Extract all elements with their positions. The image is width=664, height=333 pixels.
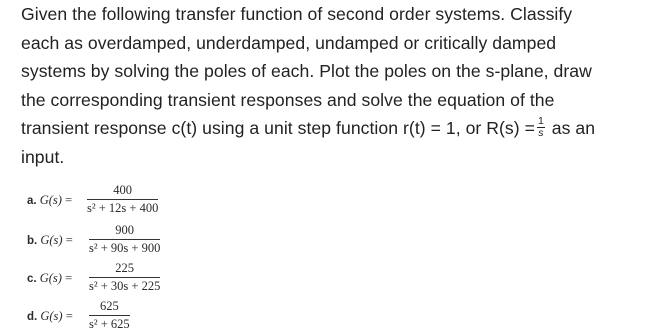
transfer-function-item-b [27,219,327,257]
question-line-3: systems by solving the poles of each. Plot the poles on the s-plane, draw [21,61,592,82]
tf-denominator-b: s² + 90s + 900 [89,241,161,255]
tf-denominator-a: s² + 12s + 400 [87,201,159,215]
question-line-6: input. [21,146,65,167]
tf-fraction-c [89,261,160,294]
question-paragraph [21,0,661,172]
tf-label-b: b. G(s) = [27,233,73,247]
tf-denominator-d: s² + 625 [89,317,130,331]
tf-numerator-d: 625 [89,299,130,316]
transfer-function-list [27,181,327,333]
tf-fraction-d [89,299,130,332]
question-line-4: the corresponding transient responses and solve the equation of the [21,89,555,110]
question-line-5-start: transient response c(t) using a unit step function r(t) = 1, or R(s) = [21,118,535,139]
tf-numerator-a: 400 [87,183,158,200]
tf-numerator-c: 225 [89,261,160,278]
tf-label-a: a. G(s) = [27,193,73,207]
transfer-function-item-d [27,295,327,333]
question-line-2: each as overdamped, underdamped, undamped or critically damped [21,32,557,53]
inline-fraction-denominator: s [538,127,544,140]
transfer-function-item-a [27,181,327,219]
tf-denominator-c: s² + 30s + 225 [89,279,161,293]
inline-fraction-one-over-s [537,116,545,139]
tf-label-d: d. G(s) = [27,309,73,323]
inline-fraction-numerator: 1 [537,115,544,128]
question-line-5-end: as an [551,118,596,139]
transfer-function-item-c [27,257,327,295]
tf-numerator-b: 900 [89,223,160,240]
tf-fraction-a [87,183,158,216]
tf-fraction-b [89,223,160,256]
question-line-5 [21,114,661,143]
tf-label-c: c. G(s) = [27,271,73,285]
question-line-1: Given the following transfer function of second order systems. Classify [21,4,573,24]
